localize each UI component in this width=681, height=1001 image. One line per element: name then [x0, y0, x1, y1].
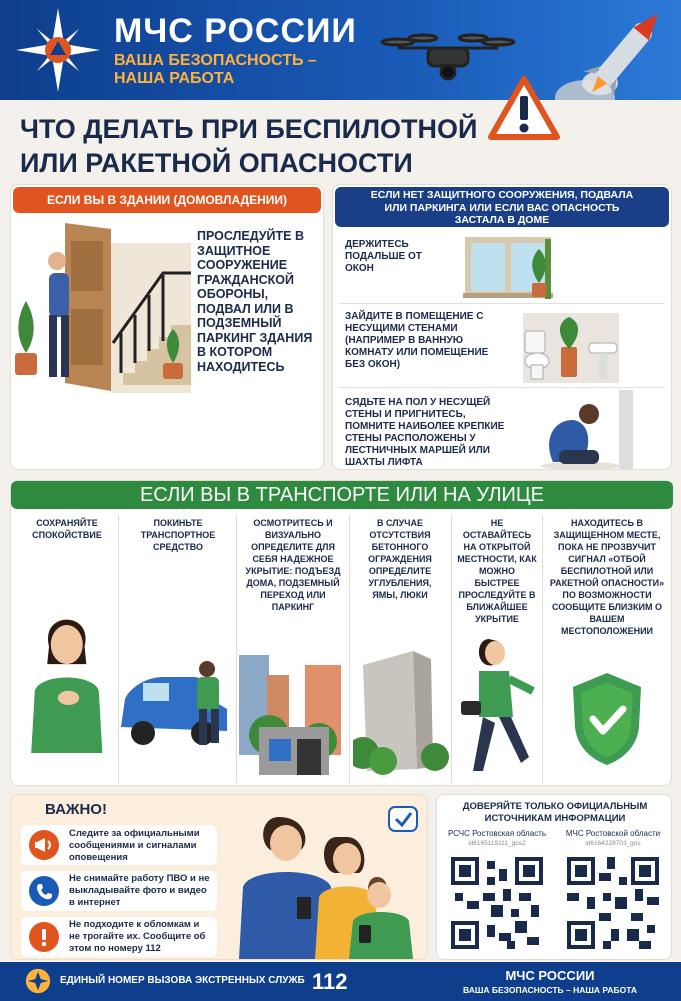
- brand-title: МЧС РОССИИ: [114, 12, 357, 50]
- no-shelter-item-walls: ЗАЙДИТЕ В ПОМЕЩЕНИЕ С НЕСУЩИМИ СТЕНАМИ (НАПРИМЕР В ВАННУЮ КОМНАТУ ИЛИ ПОМЕЩЕНИЕ БЕЗ ОКОН): [345, 311, 489, 370]
- concrete-barrier-illustration: [353, 645, 449, 775]
- important-panel: [10, 794, 428, 960]
- megaphone-icon: [29, 830, 59, 860]
- footer-slogan: ВАША БЕЗОПАСНОСТЬ – НАША РАБОТА: [463, 985, 637, 995]
- building-instruction: ПРОСЛЕДУЙТЕ В ЗАЩИТНОЕ СООРУЖЕНИЕ ГРАЖДАНСКОЙ ОБОРОНЫ, ПОДВАЛ ИЛИ В ПОДЗЕМНЫЙ ПАРКИНГ ЗДАНИЯ В КОТОРОМ НАХОДИТЕСЬ: [197, 229, 313, 374]
- transport-heading: ЕСЛИ ВЫ В ТРАНСПОРТЕ ИЛИ НА УЛИЦЕ: [11, 481, 673, 509]
- no-shelter-panel: [332, 184, 672, 470]
- header: [0, 0, 681, 100]
- brand-slogan: ВАША БЕЗОПАСНОСТЬ – НАША РАБОТА: [114, 52, 317, 87]
- transport-col-4: В СЛУЧАЕ ОТСУТСТВИЯ БЕТОННОГО ОГРАЖДЕНИЯ ОПРЕДЕЛИТЕ УГЛУБЛЕНИЯ, ЯМЫ, ЛЮКИ: [368, 518, 432, 600]
- qr-id-rschs: id6165119111_gos2: [468, 840, 526, 847]
- qr-code-mchs[interactable]: [563, 853, 663, 953]
- footer-emergency-label: ЕДИНЫЙ НОМЕР ВЫЗОВА ЭКСТРЕННЫХ СЛУЖБ: [60, 975, 305, 986]
- qr-label-mchs: МЧС Ростовской области: [565, 829, 661, 838]
- crouching-person-illustration: [533, 390, 633, 470]
- mchs-emblem-icon: [24, 967, 52, 995]
- no-shelter-heading: ЕСЛИ НЕТ ЗАЩИТНОГО СООРУЖЕНИЯ, ПОДВАЛА ИЛИ ПАРКИНГА ИЛИ ЕСЛИ ВАС ОПАСНОСТЬ ЗАСТАЛА В ДОМЕ: [335, 187, 669, 227]
- building-heading: ЕСЛИ ВЫ В ЗДАНИИ (ДОМОВЛАДЕНИИ): [13, 187, 321, 213]
- car-illustration: [117, 647, 233, 757]
- bathroom-illustration: [523, 313, 619, 383]
- running-woman-illustration: [455, 631, 541, 781]
- tip-debris: Не подходите к обломкам и не трогайте их. Сообщите об этом по номеру 112: [21, 917, 217, 957]
- transport-col-3: ОСМОТРИТЕСЬ И ВИЗУАЛЬНО ОПРЕДЕЛИТЕ ДЛЯ СЕБЯ НАДЕЖНОЕ УКРЫТИЕ: ПОДЪЕЗД ДОМА, ПОДЗЕМНЫЙ ПЕРЕХОД ИЛИ ПАРКИНГ: [245, 518, 341, 612]
- exclamation-icon: [29, 922, 59, 952]
- footer-brand: МЧС РОССИИ: [505, 968, 595, 983]
- transport-col-6: НАХОДИТЕСЬ В ЗАЩИЩЕННОМ МЕСТЕ, ПОКА НЕ ПРОЗВУЧИТ СИГНАЛ «ОТБОЙ БЕСПИЛОТНОЙ ИЛИ РАКЕТНОЙ ОПАСНОСТИ» ПО ВОЗМОЖНОСТИ СООБЩИТЕ БЛИЗКИМ О ВАШЕМ МЕСТОПОЛОЖЕНИИ: [549, 518, 665, 636]
- qr-code-rschs[interactable]: [447, 853, 547, 953]
- building-panel: [10, 184, 324, 470]
- qr-id-mchs: id6164228703_gos: [585, 840, 641, 847]
- sources-panel: [436, 794, 672, 960]
- building-illustration: [13, 223, 193, 393]
- no-shelter-item-floor: СЯДЬТЕ НА ПОЛ У НЕСУЩЕЙ СТЕНЫ И ПРИГНИТЕСЬ, ПОМНИТЕ НАИБОЛЕЕ КРЕПКИЕ СТЕНЫ РАСПОЛОЖЕНЫ У ЛЕСТНИЧНЫХ МАРШЕЙ ИЛИ ШАХТЫ ЛИФТА: [345, 397, 505, 468]
- calm-woman-illustration: [17, 593, 113, 753]
- qr-label-rschs: РСЧС Ростовская область: [447, 829, 546, 838]
- mchs-star-logo-icon: [14, 6, 102, 94]
- footer-emergency-number[interactable]: 112: [312, 969, 348, 994]
- potted-plant-illustration: [525, 239, 555, 299]
- phone-icon: [29, 876, 59, 906]
- city-shelter-illustration: [239, 655, 345, 775]
- no-shelter-item-windows: ДЕРЖИТЕСЬ ПОДАЛЬШЕ ОТ ОКОН: [345, 239, 422, 274]
- footer: [0, 962, 681, 1001]
- transport-col-2: ПОКИНЬТЕ ТРАНСПОРТНОЕ СРЕДСТВО: [140, 518, 216, 552]
- important-heading: ВАЖНО!: [45, 801, 107, 818]
- shield-check-icon: [567, 669, 647, 769]
- sources-heading: ДОВЕРЯЙТЕ ТОЛЬКО ОФИЦИАЛЬНЫМ ИСТОЧНИКАМ ИНФОРМАЦИИ: [462, 801, 648, 824]
- transport-panel: [10, 480, 672, 786]
- tip-no-filming: Не снимайте работу ПВО и не выкладывайте фото и видео в интернет: [21, 871, 217, 911]
- warning-icon: [488, 76, 560, 140]
- family-with-phones-illustration: [219, 797, 429, 959]
- transport-col-5: НЕ ОСТАВАЙТЕСЬ НА ОТКРЫТОЙ МЕСТНОСТИ, КАК МОЖНО БЫСТРЕЕ ПРОСЛЕДУЙТЕ В БЛИЖАЙШЕЕ УКРЫТИЕ: [457, 518, 537, 624]
- transport-col-1: СОХРАНЯЙТЕ СПОКОЙСТВИЕ: [32, 518, 102, 540]
- page-title: ЧТО ДЕЛАТЬ ПРИ БЕСПИЛОТНОЙ ИЛИ РАКЕТНОЙ ОПАСНОСТИ: [20, 114, 478, 178]
- rocket-icon: [555, 8, 665, 100]
- tip-follow-official: Следите за официальными сообщениями и сигналами оповещения: [21, 825, 217, 865]
